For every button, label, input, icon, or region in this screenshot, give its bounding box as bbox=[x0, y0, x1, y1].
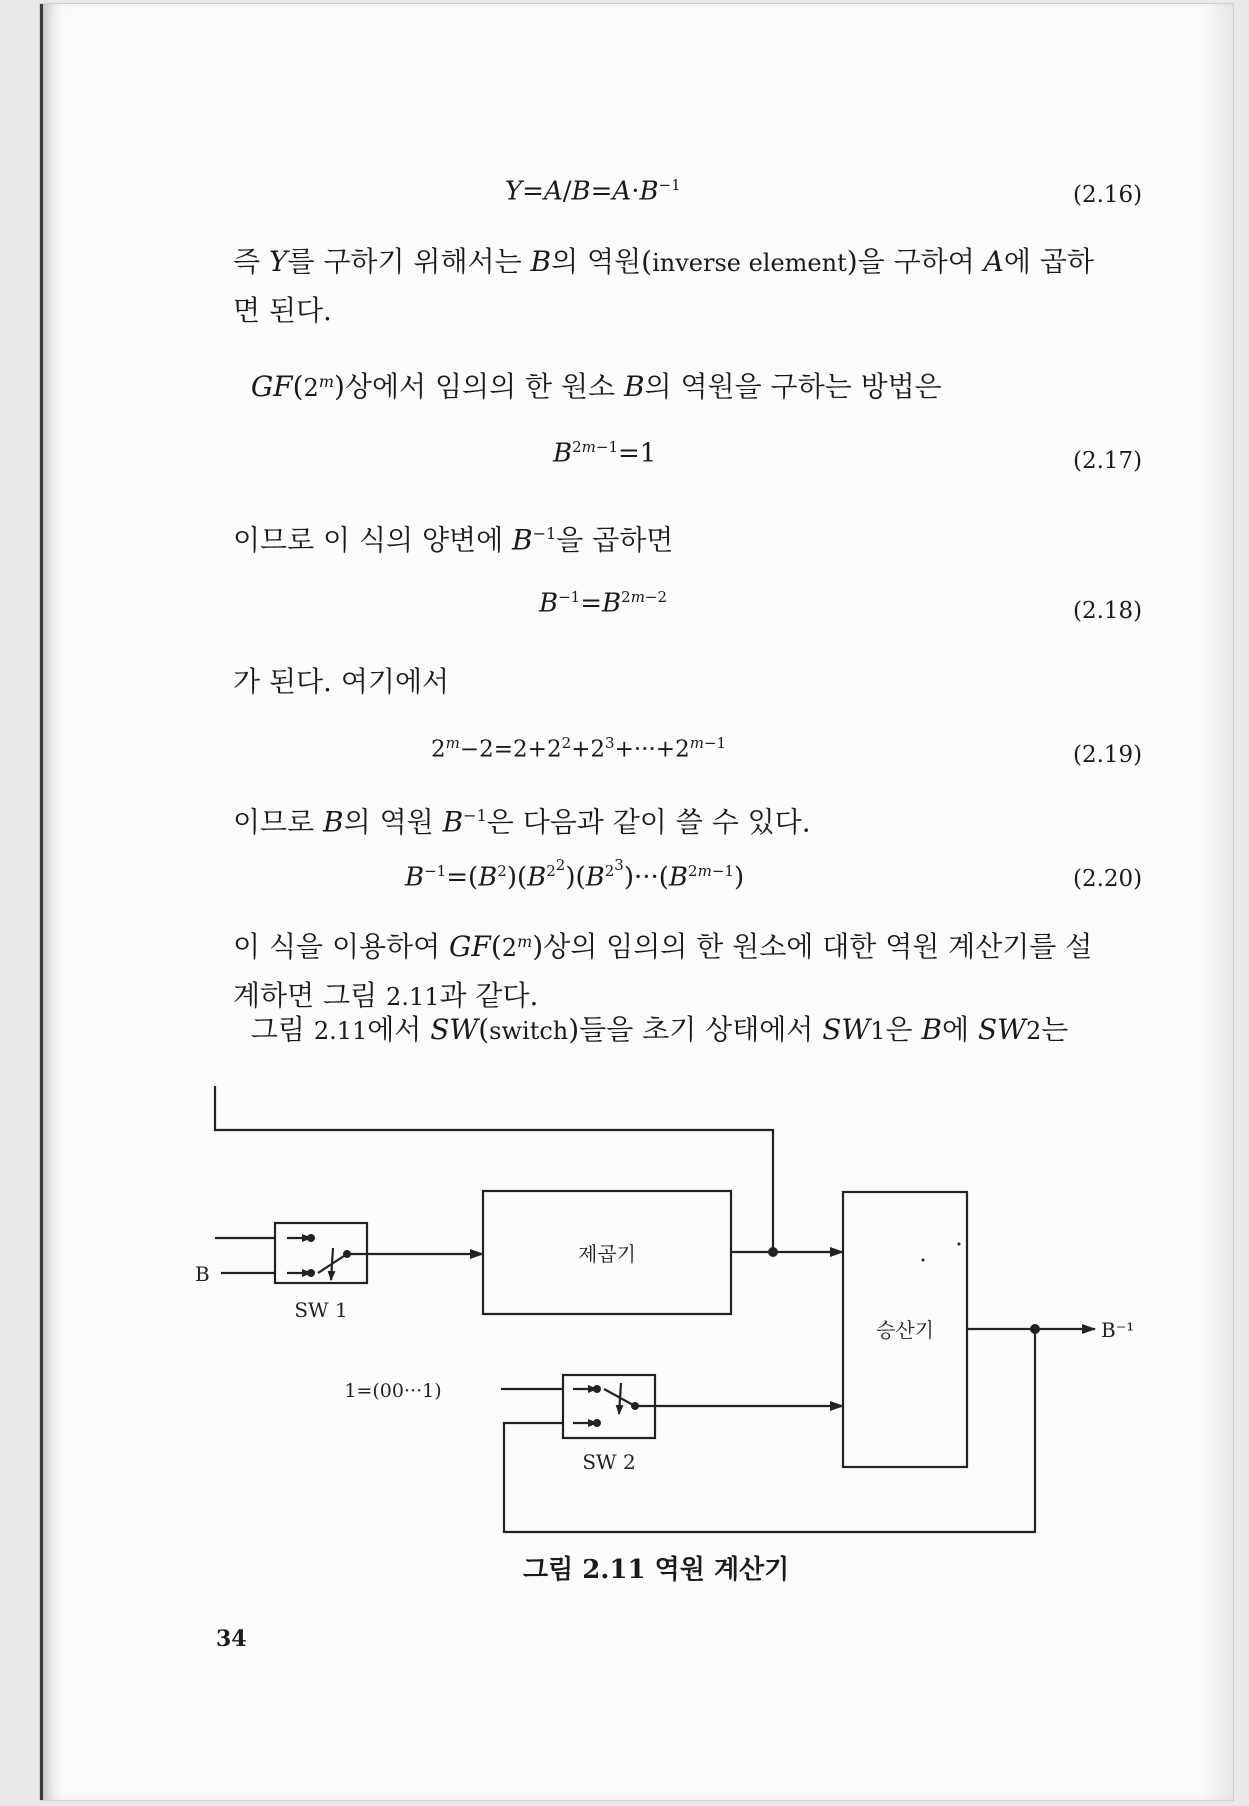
one-input-label: 1=(00···1) bbox=[344, 1380, 442, 1402]
page-number: 34 bbox=[216, 1626, 247, 1652]
equation-2-17: $B^{2m-1}=1$ bbox=[553, 438, 657, 469]
feedback-wire-bottom bbox=[504, 1329, 1035, 1532]
equation-number-2-19: (2.19) bbox=[1073, 742, 1143, 768]
equation-2-16: $Y=A/B=A\cdot B^{-1}$ bbox=[505, 176, 681, 207]
feedback-wire-top bbox=[215, 1086, 773, 1252]
equation-number-2-17: (2.17) bbox=[1073, 448, 1143, 474]
b-input-label: B bbox=[195, 1262, 210, 1286]
paragraph-6-line-2: 계하면 그림 2.11과 같다. bbox=[233, 979, 539, 1012]
sw1-label: SW 1 bbox=[294, 1298, 348, 1322]
paragraph-1-line-2: 면 된다. bbox=[233, 294, 332, 327]
paragraph-7-line-1: 그림 2.11에서 SW(switch)들을 초기 상태에서 SW1은 B에 SW2는 bbox=[233, 1013, 1069, 1046]
paragraph-6-line-1: 이 식을 이용하여 GF(2$^m$)상의 임의의 한 원소에 대한 역원 계산기를 설 bbox=[233, 930, 1093, 963]
equation-number-2-18: (2.18) bbox=[1073, 598, 1143, 624]
output-label: B⁻¹ bbox=[1101, 1318, 1135, 1342]
equation-2-19: $2^m-2=2+2^2+2^3+\cdot\cdot\cdot+2^{m-1}$ bbox=[431, 734, 727, 763]
paragraph-5-line-1: 이므로 B의 역원 $B^{-1}$은 다음과 같이 쓸 수 있다. bbox=[233, 805, 811, 839]
equation-2-20: $B^{-1}=(B^2)(B^{2^2})(B^{2^3})\cdot\cdot\cdot(B^{2m-1})$ bbox=[405, 856, 745, 893]
equation-2-18: $B^{-1}=B^{2m-2}$ bbox=[539, 588, 668, 619]
figure-caption: 그림 2.11 역원 계산기 bbox=[523, 1555, 790, 1585]
multiplier-label: 제곱기 bbox=[578, 1242, 636, 1266]
equation-number-2-20: (2.20) bbox=[1073, 866, 1143, 892]
equation-number-2-16: (2.16) bbox=[1073, 182, 1143, 208]
paragraph-2-line-1: GF(2$^m$)상에서 임의의 한 원소 B의 역원을 구하는 방법은 bbox=[250, 370, 942, 403]
paragraph-3-line-1: 이므로 이 식의 양변에 $B^{-1}$을 곱하면 bbox=[233, 523, 674, 557]
paragraph-1-line-1: 즉 Y를 구하기 위해서는 B의 역원(inverse element)을 구하여 A에 곱하 bbox=[233, 245, 1094, 278]
squarer-label: 승산기 bbox=[876, 1318, 934, 1342]
sw2-label: SW 2 bbox=[582, 1450, 636, 1474]
paragraph-4-line-1: 가 된다. 여기에서 bbox=[233, 665, 450, 698]
inverse-calculator-diagram bbox=[43, 4, 1233, 1604]
book-page bbox=[40, 4, 1233, 1800]
